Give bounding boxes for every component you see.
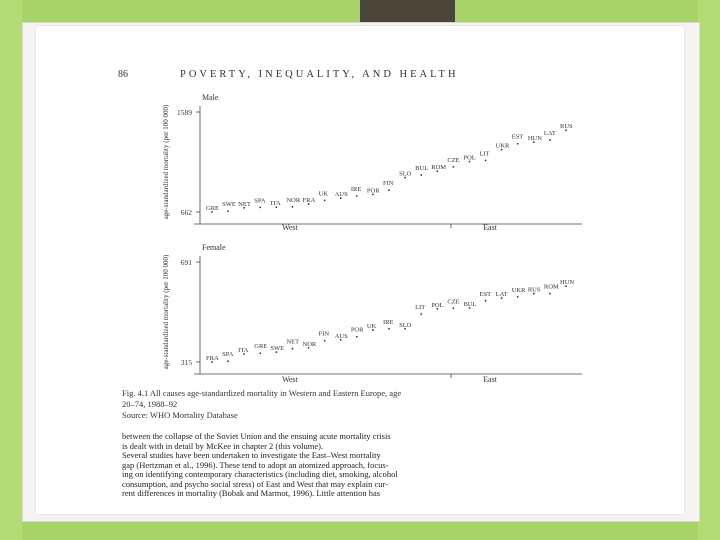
point-label: NOR — [302, 340, 317, 348]
point-label: SWE — [270, 345, 285, 353]
point-label: ROM — [431, 164, 447, 172]
point-label: FIN — [383, 180, 394, 188]
point-label: LAT — [495, 291, 508, 299]
body-line: Several studies have been undertaken to investigate the East–West mortality — [122, 450, 381, 460]
data-point — [292, 206, 294, 208]
data-point — [227, 360, 229, 362]
point-label: NET — [286, 338, 300, 346]
data-point — [420, 313, 422, 315]
point-label: NET — [238, 200, 251, 208]
running-header: POVERTY, INEQUALITY, AND HEALTH — [180, 69, 459, 80]
point-label: SWE — [222, 201, 236, 209]
point-label: SLO — [399, 321, 412, 329]
point-label: GRE — [254, 343, 268, 351]
point-label: RUS — [560, 123, 573, 131]
point-label: AUS — [334, 191, 348, 199]
data-point — [517, 296, 519, 298]
data-point — [549, 139, 551, 141]
point-label: ITA — [270, 200, 281, 208]
y-tick-label: 1589 — [177, 108, 192, 117]
data-point — [259, 352, 261, 354]
point-label: NOR — [286, 196, 301, 204]
point-label: POR — [366, 187, 380, 195]
caption-line: Fig. 4.1 All causes age-standardized mortality in Western and Eastern Europe, age — [122, 388, 402, 398]
point-label: FRA — [302, 197, 316, 205]
data-point — [227, 210, 229, 212]
point-label: POL — [463, 154, 476, 162]
point-label: FRA — [206, 355, 219, 362]
data-point — [420, 174, 422, 176]
point-label: HUN — [527, 135, 542, 143]
data-point — [292, 348, 294, 350]
body-line: rent differences in mortality (Bobak and Marmot, 1996). Little attention has — [122, 488, 381, 498]
data-point — [452, 166, 454, 168]
point-label: ROM — [543, 283, 559, 291]
chart-title: Female — [202, 243, 226, 252]
data-point — [549, 293, 551, 295]
body-line: gap (Hertzman et al., 1996). These tend to adopt an atomized approach, focus- — [122, 459, 389, 470]
point-label: BUL — [463, 301, 477, 309]
point-label: EST — [479, 290, 492, 298]
data-point — [388, 189, 390, 191]
point-label: SPA — [254, 197, 266, 205]
caption-line: 20–74, 1988–92 — [122, 399, 178, 409]
chart-title: Male — [202, 93, 219, 102]
y-axis-label: age-standardized mortality (per 100 000) — [162, 254, 170, 370]
figure-caption — [122, 388, 612, 421]
point-label: IRE — [350, 186, 362, 194]
point-label: POL — [431, 301, 444, 309]
point-label: BUL — [415, 164, 429, 172]
point-label: CZE — [447, 298, 460, 306]
point-label: LAT — [543, 129, 556, 137]
data-point — [517, 143, 519, 145]
body-line: between the collapse of the Soviet Union and the ensuing acute mortality crisis — [122, 431, 391, 441]
page-number: 86 — [118, 69, 128, 80]
y-tick-label: 315 — [180, 358, 192, 367]
data-point — [259, 206, 261, 208]
data-point — [356, 336, 358, 338]
point-label: UK — [366, 323, 377, 331]
male-chart — [162, 93, 582, 232]
point-label: GRE — [206, 205, 219, 212]
point-label: HUN — [560, 279, 575, 287]
body-text — [122, 432, 622, 499]
point-label: ITA — [238, 347, 249, 355]
data-point — [485, 300, 487, 302]
x-group-label: East — [483, 223, 497, 232]
point-label: UK — [318, 190, 329, 198]
data-point — [356, 195, 358, 197]
female-chart — [162, 243, 582, 384]
point-label: UKR — [495, 142, 510, 150]
data-point — [324, 199, 326, 201]
caption-source: Source: WHO Mortality Database — [122, 410, 238, 420]
data-point — [452, 307, 454, 309]
data-point — [388, 328, 390, 330]
point-label: CZE — [447, 156, 460, 164]
point-label: EST — [511, 133, 524, 141]
point-label: SPA — [222, 351, 234, 359]
data-point — [485, 160, 487, 162]
point-label: IRE — [383, 318, 394, 326]
point-label: LIT — [415, 304, 426, 312]
point-label: LIT — [479, 150, 490, 158]
x-group-label: East — [483, 375, 497, 384]
y-tick-label: 691 — [180, 258, 192, 267]
body-line: ing on identifying contemporary characteristics (including diet, smoking, alcohol — [122, 469, 398, 479]
x-group-label: West — [282, 223, 298, 232]
y-axis-label: age-standardized mortality (per 100 000) — [162, 104, 170, 220]
y-tick-label: 662 — [180, 208, 192, 217]
x-group-label: West — [282, 375, 298, 384]
point-label: RUS — [527, 286, 541, 294]
point-label: FIN — [318, 330, 330, 338]
data-point — [324, 340, 326, 342]
point-label: UKR — [511, 286, 526, 294]
point-label: AUS — [334, 332, 348, 340]
point-label: SLO — [399, 170, 412, 178]
body-line: consumption, and psycho social stress) of East and West that may explain cur- — [122, 478, 388, 489]
point-label: POR — [350, 326, 364, 334]
body-line: is dealt with in detail by McKee in chapter 2 (this volume). — [122, 440, 324, 451]
